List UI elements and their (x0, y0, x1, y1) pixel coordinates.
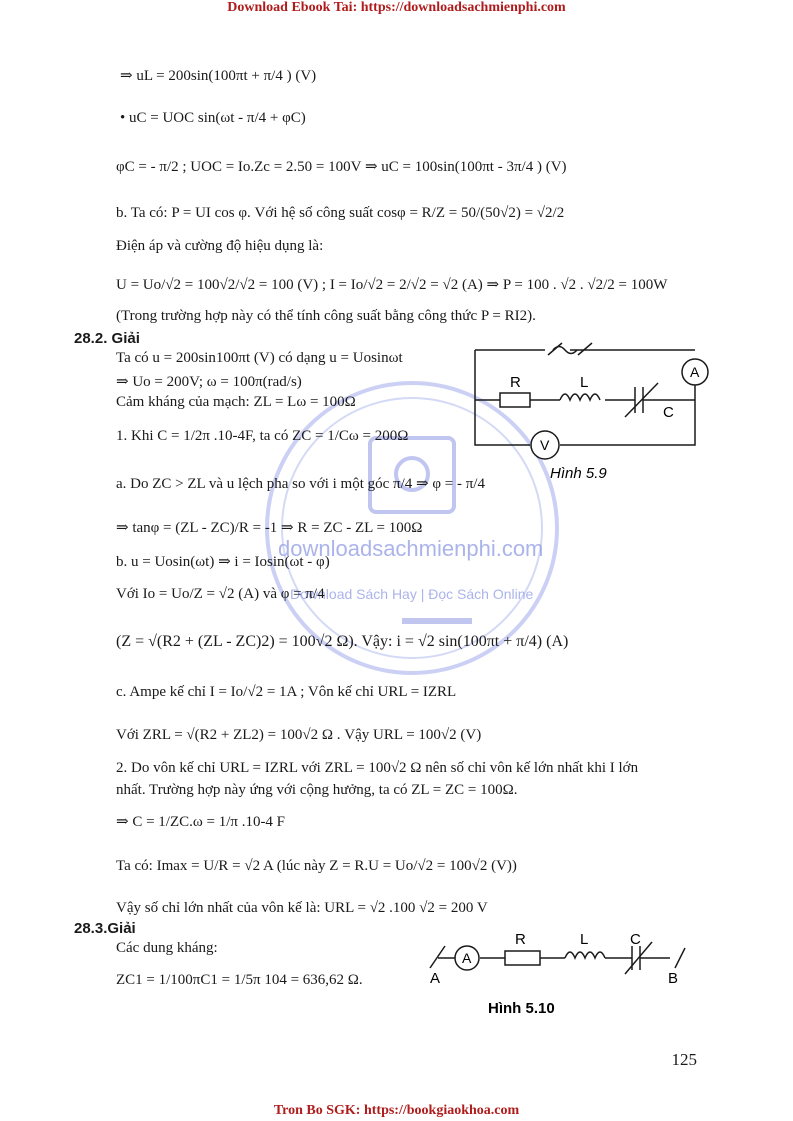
line-zl: Cảm kháng của mạch: ZL = Lω = 100Ω (116, 394, 356, 410)
watermark-subtext: Download Sách Hay | Đọc Sách Online (290, 586, 534, 602)
line-imax: Ta có: Imax = U/R = √2 A (lúc này Z = R.U = Uo/√2 = 100√2 (V)) (116, 858, 517, 874)
line-u-form: Ta có u = 200sin100πt (V) có dạng u = Uosinωt (116, 350, 403, 366)
page-number: 125 (671, 1050, 697, 1069)
equation-phic: φC = - π/2 ; UOC = Io.Zc = 2.50 = 100V ⇒ uC = 100sin(100πt - 3π/4 ) (V) (116, 159, 567, 175)
inductor-label: L (580, 931, 589, 948)
equation-ul: ⇒ uL = 200sin(100πt + π/4 ) (V) (120, 68, 317, 84)
resistor-symbol (505, 951, 540, 965)
line-case-1b: b. u = Uosin(ωt) ⇒ i = Iosin(ωt - φ) (116, 554, 330, 570)
resistor-label: R (515, 931, 526, 948)
capacitor-label: C (630, 931, 641, 948)
line-io: Với Io = Uo/Z = √2 (A) và φ = π/4 (116, 586, 325, 602)
line-case-1: 1. Khi C = 1/2π .10-4F, ta có ZC = 1/Cω = 200Ω (116, 428, 409, 444)
equation-uc: • uC = UOC sin(ωt - π/4 + φC) (120, 110, 306, 126)
resistor-symbol (500, 393, 530, 407)
line-case-2: 2. Do vôn kế chỉ URL = IZRL với ZRL = 100√2 Ω nên số chỉ vôn kế lớn nhất khi I lớn (116, 760, 639, 776)
line-tanphi: ⇒ tanφ = (ZL - ZC)/R = -1 ⇒ R = ZC - ZL = 100Ω (116, 520, 423, 536)
line-zrl: Với ZRL = √(R2 + ZL2) = 100√2 Ω . Vậy URL = 100√2 (V) (116, 727, 482, 743)
effective-values-label: Điện áp và cường độ hiệu dụng là: (116, 238, 324, 254)
terminal-b-label: B (668, 970, 679, 987)
page-header: Download Ebook Tai: https://downloadsachmienphi.com (227, 0, 566, 15)
watermark-text: downloadsachmienphi.com (278, 536, 544, 561)
line-max-voltmeter: Vậy số chỉ lớn nhất của vôn kế là: URL = √2 .100 √2 = 200 V (116, 900, 488, 916)
line-capacitive-label: Các dung kháng: (116, 940, 218, 956)
circuit-figure-5-10 (420, 928, 700, 1023)
circuit-figure-5-9 (470, 335, 710, 485)
effective-values-line: U = Uo/√2 = 100√2/√2 = 100 (V) ; I = Io/√2 = 2/√2 = √2 (A) ⇒ P = 100 . √2 . √2/2 = 100W (116, 277, 668, 293)
power-factor-line: b. Ta có: P = UI cos φ. Với hệ số công suất cosφ = R/Z = 50/(50√2) = √2/2 (116, 205, 565, 221)
line-zc1: ZC1 = 1/100πC1 = 1/5π 104 = 636,62 Ω. (116, 972, 363, 988)
line-uo-omega: ⇒ Uo = 200V; ω = 100π(rad/s) (116, 374, 302, 390)
ammeter-label: A (462, 950, 472, 966)
terminal-a-label: A (430, 970, 441, 987)
voltmeter-label: V (540, 437, 550, 453)
resistor-label: R (510, 374, 521, 391)
line-case-1c: c. Ampe kế chỉ I = Io/√2 = 1A ; Vôn kế chỉ URL = IZRL (116, 684, 457, 700)
inductor-label: L (580, 374, 589, 391)
line-resonance: nhất. Trường hợp này ứng với cộng hưởng, ta có ZL = ZC = 100Ω. (116, 782, 518, 798)
figure-5-10-caption: Hình 5.10 (488, 1000, 555, 1017)
line-current-expression: (Z = √(R2 + (ZL - ZC)2) = 100√2 Ω). Vậy: i = √2 sin(100πt + π/4) (A) (116, 633, 569, 650)
figure-5-9-caption: Hình 5.9 (550, 465, 607, 482)
line-case-1a: a. Do ZC > ZL và u lệch pha so với i một góc π/4 ⇒ φ = - π/4 (116, 476, 485, 492)
line-c-value: ⇒ C = 1/ZC.ω = 1/π .10-4 F (116, 814, 286, 830)
section-28-3-title: 28.3.Giải (74, 920, 136, 937)
power-note: (Trong trường hợp này có thể tính công suất bằng công thức P = RI2). (116, 308, 536, 324)
capacitor-label: C (663, 404, 674, 421)
page-footer: Tron Bo SGK: https://bookgiaokhoa.com (273, 1103, 520, 1118)
section-28-2-title: 28.2. Giải (74, 330, 140, 347)
ammeter-label: A (690, 364, 700, 380)
